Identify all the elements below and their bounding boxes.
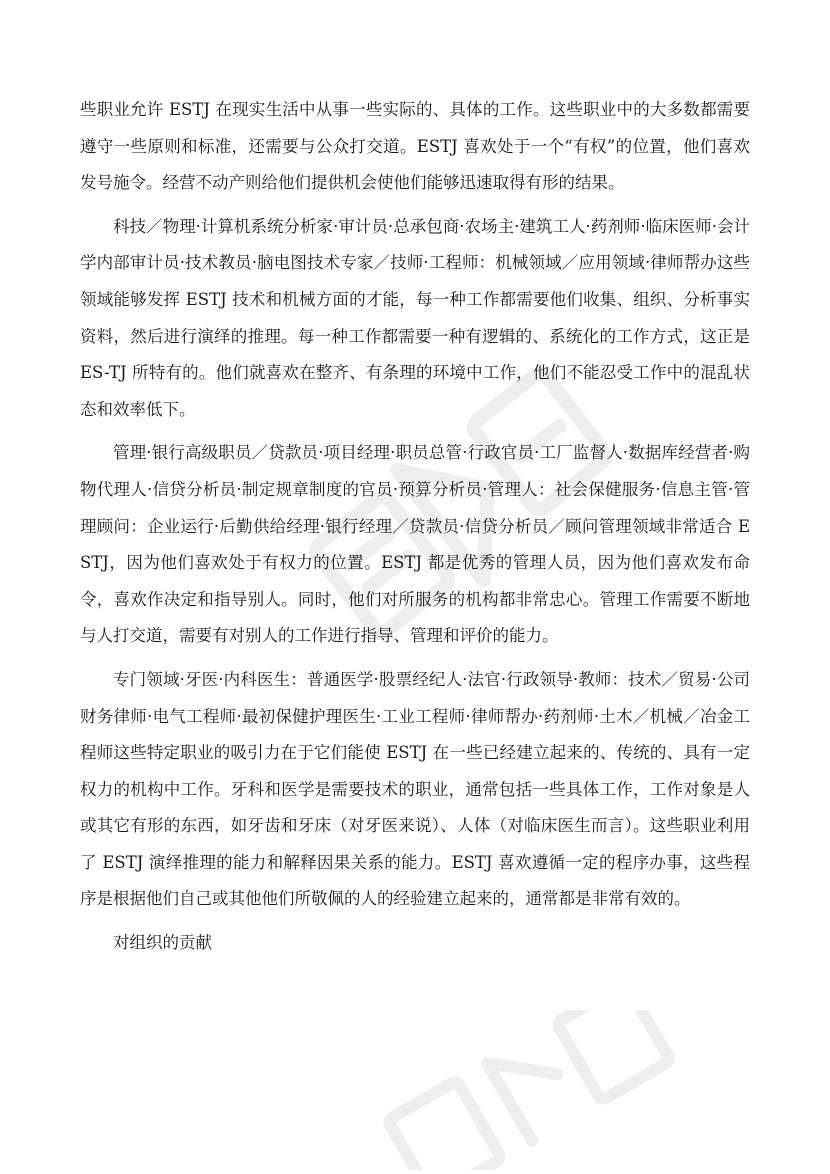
document-body	[80, 92, 750, 962]
paragraph-management-careers: 管理·银行高级职员／贷款员·项目经理·职员总管·行政官员·工厂监督人·数据库经营者·购物代理人·信贷分析员·制定规章制度的官员·预算分析员·管理人：社会保健服务·信息主管·管理顾问：企业运行·后勤供给经理·银行经理／贷款员·信贷分析员／顾问管理领域非常适合 ESTJ，因为他们喜欢处于有权力的位置。ESTJ 都是优秀的管理人员，因为他们喜欢发布命令，喜欢作决定和指导别人。同时，他们对所服务的机构都非常忠心。管理工作需要不断地与人打交道，需要有对别人的工作进行指导、管理和评价的能力。	[80, 443, 750, 646]
paragraph-specialized-careers: 专门领域·牙医·内科医生：普通医学·股票经纪人·法官·行政领导·教师：技术／贸易·公司财务律师·电气工程师·最初保健护理医生·工业工程师·律师帮办·药剂师·土木／机械／冶金工程师这些特定职业的吸引力在于它们能使 ESTJ 在一些已经建立起来的、传统的、具有一定权力的机构中工作。牙科和医学是需要技术的职业，通常包括一些具体工作，工作对象是人或其它有形的东西，如牙齿和牙床（对牙医来说）、人体（对临床医生而言）。这些职业利用了 ESTJ 演绎推理的能力和解释因果关系的能力。ESTJ 喜欢遵循一定的程序办事，这些程序是根据他们自己或其他他们所敬佩的人的经验建立起来的，通常都是非常有效的。	[80, 669, 750, 909]
paragraph-continuation: 些职业允许 ESTJ 在现实生活中从事一些实际的、具体的工作。这些职业中的大多数都需要遵守一些原则和标准，还需要与公众打交道。ESTJ 喜欢处于一个“有权”的位置，他们喜欢发号施令。经营不动产则给他们提供机会使他们能够迅速取得有形的结果。	[80, 100, 750, 193]
paragraph-technology-careers: 科技／物理·计算机系统分析家·审计员·总承包商·农场主·建筑工人·药剂师·临床医师·会计学内部审计员·技术教员·脑电图技术专家／技师·工程师：机械领域／应用领域·律师帮办这些领域能够发挥 ESTJ 技术和机械方面的才能，每一种工作都需要他们收集、组织、分析事实资料，然后进行演绎的推理。每一种工作都需要一种有逻辑的、系统化的工作方式，这正是 ES-TJ 所特有的。他们就喜欢在整齐、有条理的环境中工作，他们不能忍受工作中的混乱状态和效率低下。	[80, 216, 750, 419]
section-heading: 对组织的贡献	[113, 933, 212, 953]
watermark-graphic-lower	[330, 1010, 710, 1170]
